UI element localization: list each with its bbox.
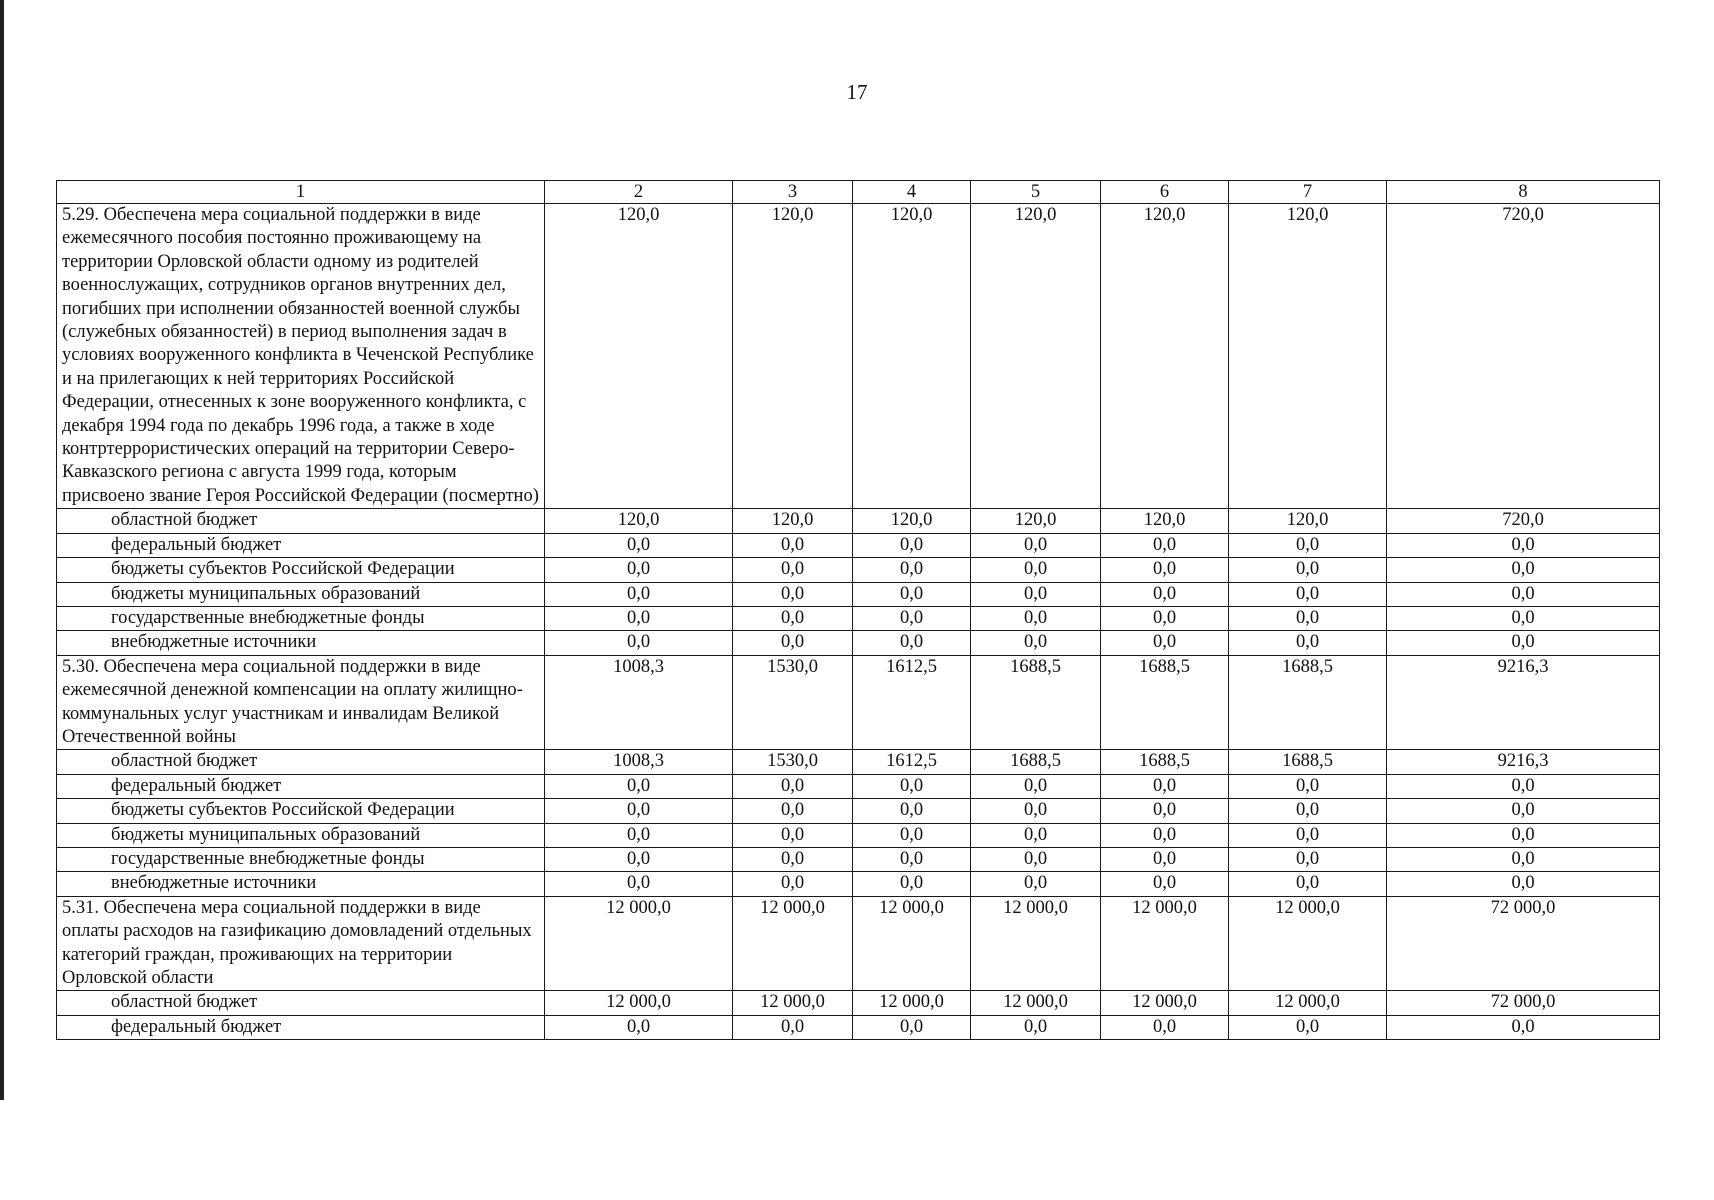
funding-value-cell: 0,0 <box>1101 533 1229 557</box>
column-header: 2 <box>545 181 733 204</box>
column-header: 4 <box>853 181 971 204</box>
funding-value-cell: 0,0 <box>1387 558 1660 582</box>
funding-value-cell: 0,0 <box>733 823 853 847</box>
funding-value-cell: 0,0 <box>853 799 971 823</box>
funding-source-label: бюджеты муниципальных образований <box>57 823 545 847</box>
funding-value-cell: 0,0 <box>733 533 853 557</box>
funding-value-cell: 0,0 <box>1101 847 1229 871</box>
section-total-cell: 12 000,0 <box>1101 896 1229 991</box>
funding-source-label: федеральный бюджет <box>57 774 545 798</box>
funding-value-cell: 0,0 <box>545 799 733 823</box>
funding-value-cell: 1612,5 <box>853 750 971 774</box>
section-total-cell: 1008,3 <box>545 655 733 750</box>
funding-value-cell: 0,0 <box>1229 558 1387 582</box>
funding-value-cell: 0,0 <box>1387 799 1660 823</box>
funding-value-cell: 12 000,0 <box>545 991 733 1015</box>
funding-value-cell: 12 000,0 <box>1229 991 1387 1015</box>
funding-source-label: государственные внебюджетные фонды <box>57 606 545 630</box>
section-total-cell: 12 000,0 <box>733 896 853 991</box>
funding-source-row <box>57 1015 1660 1039</box>
funding-value-cell: 1688,5 <box>1229 750 1387 774</box>
column-header: 1 <box>57 181 545 204</box>
section-title: 5.30. Обеспечена мера социальной поддержки в виде ежемесячной денежной компенсации на оплату жилищно-коммунальных услуг участникам и инвалидам Великой Отечественной войны <box>57 655 545 750</box>
column-header: 7 <box>1229 181 1387 204</box>
funding-value-cell: 0,0 <box>971 558 1101 582</box>
funding-value-cell: 0,0 <box>1387 582 1660 606</box>
funding-value-cell: 0,0 <box>971 799 1101 823</box>
funding-value-cell: 0,0 <box>545 823 733 847</box>
funding-value-cell: 0,0 <box>971 823 1101 847</box>
funding-value-cell: 0,0 <box>1101 774 1229 798</box>
column-header: 3 <box>733 181 853 204</box>
funding-source-row <box>57 582 1660 606</box>
funding-source-row <box>57 872 1660 896</box>
funding-value-cell: 0,0 <box>1387 533 1660 557</box>
column-header: 6 <box>1101 181 1229 204</box>
section-total-cell: 12 000,0 <box>1229 896 1387 991</box>
funding-value-cell: 0,0 <box>1229 774 1387 798</box>
funding-value-cell: 0,0 <box>853 1015 971 1039</box>
section-total-cell: 72 000,0 <box>1387 896 1660 991</box>
funding-value-cell: 72 000,0 <box>1387 991 1660 1015</box>
funding-value-cell: 1688,5 <box>971 750 1101 774</box>
section-total-cell: 12 000,0 <box>545 896 733 991</box>
column-header: 5 <box>971 181 1101 204</box>
funding-value-cell: 0,0 <box>1229 799 1387 823</box>
funding-value-cell: 0,0 <box>853 847 971 871</box>
funding-value-cell: 12 000,0 <box>853 991 971 1015</box>
funding-value-cell: 0,0 <box>971 872 1101 896</box>
funding-source-label: областной бюджет <box>57 509 545 533</box>
section-row <box>57 896 1660 991</box>
funding-source-row <box>57 774 1660 798</box>
funding-value-cell: 0,0 <box>733 606 853 630</box>
funding-value-cell: 0,0 <box>1229 872 1387 896</box>
column-header: 8 <box>1387 181 1660 204</box>
section-title: 5.29. Обеспечена мера социальной поддержки в виде ежемесячного пособия постоянно проживающему на территории Орловской области одному из родителей военнослужащих, сотрудников органов внутренних дел, погибших при исполнении обязанностей военной службы (служебных обязанностей) в период выполнения задач в условиях вооруженного конфликта в Чеченской Республике и на прилегающих к ней территориях Российской Федерации, отнесенных к зоне вооруженного конфликта, с декабря 1994 года по декабрь 1996 года, а также в ходе контртеррористических операций на территории Северо-Кавказского региона с августа 1999 года, которым присвоено звание Героя Российской Федерации (посмертно) <box>57 204 545 509</box>
funding-source-row <box>57 847 1660 871</box>
funding-source-label: государственные внебюджетные фонды <box>57 847 545 871</box>
funding-value-cell: 0,0 <box>853 533 971 557</box>
funding-value-cell: 0,0 <box>1101 606 1229 630</box>
funding-value-cell: 0,0 <box>1101 631 1229 655</box>
section-total-cell: 1612,5 <box>853 655 971 750</box>
funding-value-cell: 0,0 <box>1387 631 1660 655</box>
funding-value-cell: 0,0 <box>545 872 733 896</box>
funding-value-cell: 0,0 <box>733 872 853 896</box>
funding-source-label: бюджеты муниципальных образований <box>57 582 545 606</box>
funding-value-cell: 0,0 <box>733 799 853 823</box>
funding-value-cell: 1530,0 <box>733 750 853 774</box>
funding-source-row <box>57 558 1660 582</box>
funding-value-cell: 0,0 <box>545 606 733 630</box>
funding-source-row <box>57 631 1660 655</box>
section-total-cell: 720,0 <box>1387 204 1660 509</box>
funding-value-cell: 0,0 <box>1101 582 1229 606</box>
funding-source-label: внебюджетные источники <box>57 631 545 655</box>
section-total-cell: 120,0 <box>1101 204 1229 509</box>
funding-value-cell: 0,0 <box>1229 606 1387 630</box>
funding-value-cell: 0,0 <box>1101 1015 1229 1039</box>
section-total-cell: 1688,5 <box>1229 655 1387 750</box>
page-number: 17 <box>846 80 868 104</box>
funding-value-cell: 0,0 <box>971 1015 1101 1039</box>
funding-value-cell: 0,0 <box>545 1015 733 1039</box>
funding-value-cell: 0,0 <box>1229 823 1387 847</box>
funding-source-row <box>57 799 1660 823</box>
funding-source-label: областной бюджет <box>57 750 545 774</box>
funding-value-cell: 120,0 <box>1229 509 1387 533</box>
funding-source-row <box>57 509 1660 533</box>
funding-source-label: федеральный бюджет <box>57 533 545 557</box>
funding-value-cell: 0,0 <box>971 847 1101 871</box>
funding-value-cell: 0,0 <box>1387 774 1660 798</box>
funding-value-cell: 0,0 <box>853 558 971 582</box>
funding-value-cell: 12 000,0 <box>1101 991 1229 1015</box>
section-total-cell: 1688,5 <box>1101 655 1229 750</box>
funding-value-cell: 0,0 <box>733 774 853 798</box>
table-body <box>57 181 1660 1040</box>
table-header-row <box>57 181 1660 204</box>
funding-value-cell: 0,0 <box>545 533 733 557</box>
funding-source-row <box>57 606 1660 630</box>
funding-value-cell: 0,0 <box>1101 872 1229 896</box>
section-title: 5.31. Обеспечена мера социальной поддержки в виде оплаты расходов на газификацию домовладений отдельных категорий граждан, проживающих на территории Орловской области <box>57 896 545 991</box>
page-edge-line <box>0 0 4 1100</box>
funding-value-cell: 9216,3 <box>1387 750 1660 774</box>
funding-value-cell: 12 000,0 <box>733 991 853 1015</box>
funding-source-label: областной бюджет <box>57 991 545 1015</box>
funding-value-cell: 0,0 <box>733 582 853 606</box>
funding-source-label: внебюджетные источники <box>57 872 545 896</box>
funding-value-cell: 0,0 <box>1229 847 1387 871</box>
funding-value-cell: 0,0 <box>1387 823 1660 847</box>
funding-value-cell: 0,0 <box>1229 1015 1387 1039</box>
funding-value-cell: 1008,3 <box>545 750 733 774</box>
funding-source-row <box>57 823 1660 847</box>
funding-value-cell: 0,0 <box>1387 847 1660 871</box>
funding-value-cell: 0,0 <box>545 582 733 606</box>
section-total-cell: 120,0 <box>545 204 733 509</box>
funding-value-cell: 0,0 <box>971 533 1101 557</box>
funding-value-cell: 0,0 <box>733 631 853 655</box>
funding-value-cell: 0,0 <box>733 558 853 582</box>
funding-value-cell: 0,0 <box>545 631 733 655</box>
funding-value-cell: 720,0 <box>1387 509 1660 533</box>
funding-source-row <box>57 750 1660 774</box>
funding-source-label: бюджеты субъектов Российской Федерации <box>57 558 545 582</box>
budget-table <box>56 180 1660 1040</box>
section-total-cell: 1530,0 <box>733 655 853 750</box>
section-total-cell: 120,0 <box>733 204 853 509</box>
section-total-cell: 12 000,0 <box>971 896 1101 991</box>
funding-value-cell: 0,0 <box>733 1015 853 1039</box>
funding-value-cell: 0,0 <box>971 606 1101 630</box>
funding-value-cell: 0,0 <box>971 631 1101 655</box>
funding-value-cell: 0,0 <box>1229 631 1387 655</box>
funding-value-cell: 120,0 <box>971 509 1101 533</box>
funding-value-cell: 0,0 <box>1387 1015 1660 1039</box>
section-row <box>57 204 1660 509</box>
funding-source-row <box>57 991 1660 1015</box>
section-total-cell: 120,0 <box>971 204 1101 509</box>
funding-value-cell: 1688,5 <box>1101 750 1229 774</box>
funding-value-cell: 0,0 <box>971 774 1101 798</box>
funding-value-cell: 0,0 <box>853 774 971 798</box>
funding-source-label: бюджеты субъектов Российской Федерации <box>57 799 545 823</box>
funding-value-cell: 0,0 <box>1101 823 1229 847</box>
funding-value-cell: 0,0 <box>853 631 971 655</box>
section-total-cell: 120,0 <box>1229 204 1387 509</box>
funding-value-cell: 0,0 <box>853 872 971 896</box>
funding-value-cell: 0,0 <box>545 847 733 871</box>
funding-value-cell: 0,0 <box>853 582 971 606</box>
funding-value-cell: 0,0 <box>1101 799 1229 823</box>
funding-value-cell: 120,0 <box>545 509 733 533</box>
funding-value-cell: 0,0 <box>853 823 971 847</box>
section-total-cell: 12 000,0 <box>853 896 971 991</box>
funding-value-cell: 0,0 <box>1387 872 1660 896</box>
section-total-cell: 1688,5 <box>971 655 1101 750</box>
funding-value-cell: 120,0 <box>1101 509 1229 533</box>
funding-source-label: федеральный бюджет <box>57 1015 545 1039</box>
funding-value-cell: 0,0 <box>1229 533 1387 557</box>
funding-value-cell: 0,0 <box>971 582 1101 606</box>
funding-value-cell: 0,0 <box>545 558 733 582</box>
funding-source-row <box>57 533 1660 557</box>
funding-value-cell: 120,0 <box>733 509 853 533</box>
section-total-cell: 9216,3 <box>1387 655 1660 750</box>
funding-value-cell: 120,0 <box>853 509 971 533</box>
section-total-cell: 120,0 <box>853 204 971 509</box>
section-row <box>57 655 1660 750</box>
funding-value-cell: 0,0 <box>545 774 733 798</box>
funding-value-cell: 0,0 <box>1387 606 1660 630</box>
funding-value-cell: 0,0 <box>1101 558 1229 582</box>
funding-value-cell: 0,0 <box>1229 582 1387 606</box>
funding-value-cell: 0,0 <box>733 847 853 871</box>
funding-value-cell: 12 000,0 <box>971 991 1101 1015</box>
funding-value-cell: 0,0 <box>853 606 971 630</box>
